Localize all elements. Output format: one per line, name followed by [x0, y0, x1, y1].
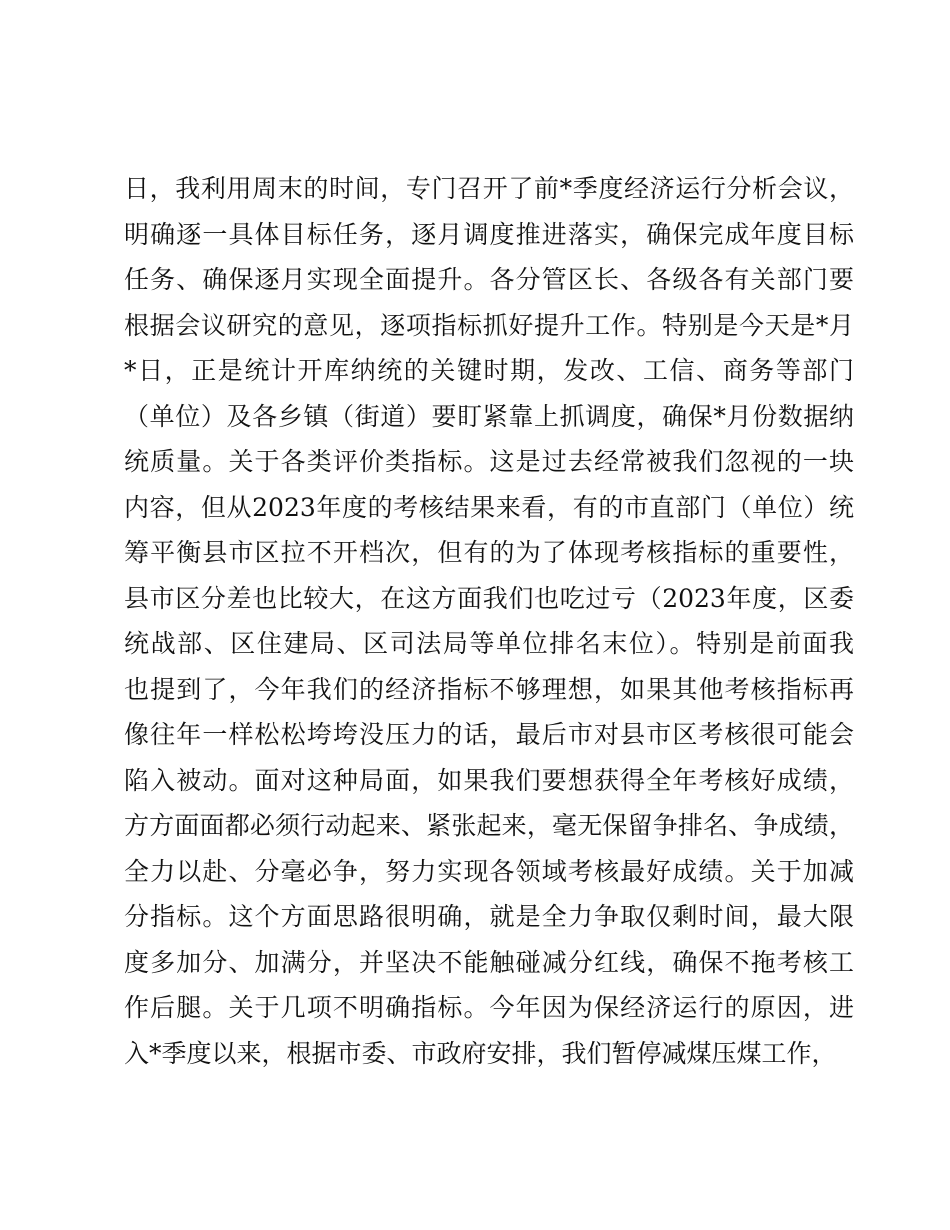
text-line: 也提到了，今年我们的经济指标不够理想，如果其他考核指标再 — [124, 674, 854, 704]
text-line: 明确逐一具体目标任务，逐月调度推进落实，确保完成年度目标 — [124, 219, 854, 249]
text-line: 筹平衡县市区拉不开档次，但有的为了体现考核指标的重要性， — [124, 538, 854, 567]
text-line: *日，正是统计开库纳统的关键时期，发改、工信、商务等部门 — [124, 356, 854, 385]
text-line: 根据会议研究的意见，逐项指标抓好提升工作。特别是今天是*月 — [124, 310, 854, 340]
text-line: 作后腿。关于几项不明确指标。今年因为保经济运行的原因，进 — [124, 993, 854, 1022]
body-text — [124, 166, 854, 1076]
text-line: 统战部、区住建局、区司法局等单位排名末位）。特别是前面我 — [124, 629, 854, 658]
text-line: 方方面面都必须行动起来、紧张起来，毫无保留争排名、争成绩， — [124, 811, 854, 840]
text-line: 度多加分、加满分，并坚决不能触碰减分红线，确保不拖考核工 — [124, 947, 854, 977]
text-line: 县市区分差也比较大，在这方面我们也吃过亏（2023年度，区委 — [124, 583, 854, 613]
text-line: 统质量。关于各类评价类指标。这是过去经常被我们忽视的一块 — [124, 447, 854, 476]
text-line: 日，我利用周末的时间，专门召开了前*季度经济运行分析会议， — [124, 174, 854, 203]
text-line: 陷入被动。面对这种局面，如果我们要想获得全年考核好成绩， — [124, 765, 854, 795]
text-line: 全力以赴、分毫必争，努力实现各领域考核最好成绩。关于加减 — [124, 856, 854, 886]
text-line: 内容，但从2023年度的考核结果来看，有的市直部门（单位）统 — [124, 492, 854, 522]
text-line: （单位）及各乡镇（街道）要盯紧靠上抓调度，确保*月份数据纳 — [124, 401, 854, 431]
text-line: 像往年一样松松垮垮没压力的话，最后市对县市区考核很可能会 — [124, 720, 854, 749]
text-line: 任务、确保逐月实现全面提升。各分管区长、各级各有关部门要 — [124, 265, 854, 294]
text-line: 分指标。这个方面思路很明确，就是全力争取仅剩时间，最大限 — [124, 902, 854, 931]
text-line: 入*季度以来，根据市委、市政府安排，我们暂停减煤压煤工作， — [124, 1038, 837, 1068]
